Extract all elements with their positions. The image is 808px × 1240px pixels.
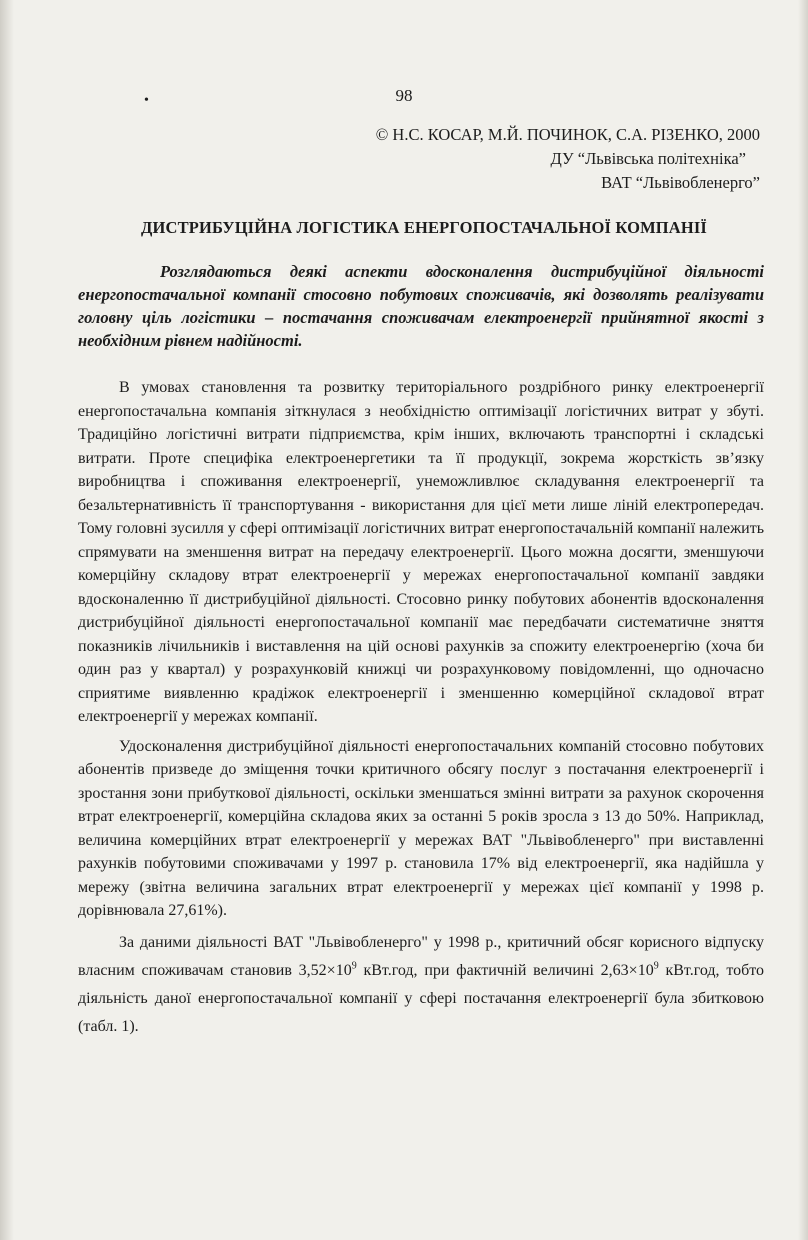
paragraph-1: В умовах становлення та розвитку територіального роздрібного ринку електроенергії енергопостачальна компанія зіткнулася з необхідністю оптимізації логістичних витрат у збуті. Традиційно логістичні витрати підприємства, крім інших, включають транспортні і складські витрати. Проте специфіка електроенергетики та її продукції, зокрема жорсткість зв’язку виробництва і споживання електроенергії, унеможливлює складування електроенергії та безальтернативність її транспортування - використання для цієї мети лише ліній електропередач. Тому головні зусилля у сфері оптимізації логістичних витрат енергопостачальній компанії належить спрямувати на зменшення витрат на передачу електроенергії. Цього можна досягти, зменшуючи комерційну складову втрат електроенергії у мережах енергопостачальної компанії завдяки вдосконаленню її дистрибуційної діяльності. Стосовно ринку побутових абонентів вдосконалення дистрибуційної діяльності енергопостачальної компанії має передбачати систематичне зняття показників лічильників і виставлення на цій основі рахунків за спожиту електроенергію (хоча би один раз у квартал) у розрахунковій книжці чи розрахунковому повідомленні, що одночасно сприятиме виявленню крадіжок електроенергії і зменшенню комерційної складової втрат електроенергії у мережах компанії.	[78, 379, 764, 725]
paragraph-3-text-a: За даними діяльності ВАТ "Львівобленерго" у 1998 р., критичний обсяг корисного відпуску власним споживачам становив 3,52×10	[78, 933, 764, 979]
authors-copyright: © Н.С. КОСАР, М.Й. ПОЧИНОК, С.А. РІЗЕНКО, 2000	[375, 125, 760, 144]
author-block	[376, 123, 760, 195]
affiliation-university: ДУ “Львівська політехніка”	[550, 149, 746, 168]
paper-title: ДИСТРИБУЦІЙНА ЛОГІСТИКА ЕНЕРГОПОСТАЧАЛЬНОЇ КОМПАНІЇ	[141, 218, 707, 237]
page-number: 98	[395, 86, 413, 105]
exponent-2: 9	[653, 960, 659, 972]
exponent-1: 9	[351, 960, 357, 972]
paragraph-3	[78, 929, 764, 1041]
paragraph-2: Удосконалення дистрибуційної діяльності енергопостачальних компаній стосовно побутових абонентів призведе до зміщення точки критичного обсягу послуг з постачання електроенергії і зростання зони прибуткової діяльності, оскільки зменшаться змінні витрати за рахунок скорочення втрат електроенергії, комерційна складова яких за останні 5 років зросла з 13 до 50%. Наприклад, величина комерційних втрат електроенергії у мережах ВАТ "Львівобленерго" при виставленні рахунків побутовими споживачами у 1997 р. становила 17% від електроенергії, яка надійшла у мережу (звітна величина загальних втрат електроенергії у мережах цієї компанії у 1998 р. дорівнювала 27,61%).	[78, 737, 764, 919]
body-text	[78, 376, 764, 1047]
paragraph-3-text-c: кВт.год, тобто діяльність даної енергопостачальної компанії у сфері постачання електроенергії була збитковою (табл. 1).	[78, 961, 765, 1035]
paragraph-3-text-b: кВт.год, при фактичній величині 2,63×10	[356, 961, 654, 979]
bullet-mark-icon: •	[144, 93, 149, 108]
affiliation-company: ВАТ “Львівобленерго”	[601, 173, 760, 192]
abstract: Розглядаються деякі аспекти вдосконалення дистрибуційної діяльності енергопостачальної компанії стосовно побутових споживачів, які дозволять реалізувати головну ціль логістики – постачання споживачам електроенергії прийнятної якості з необхідним рівнем надійності.	[78, 262, 764, 350]
